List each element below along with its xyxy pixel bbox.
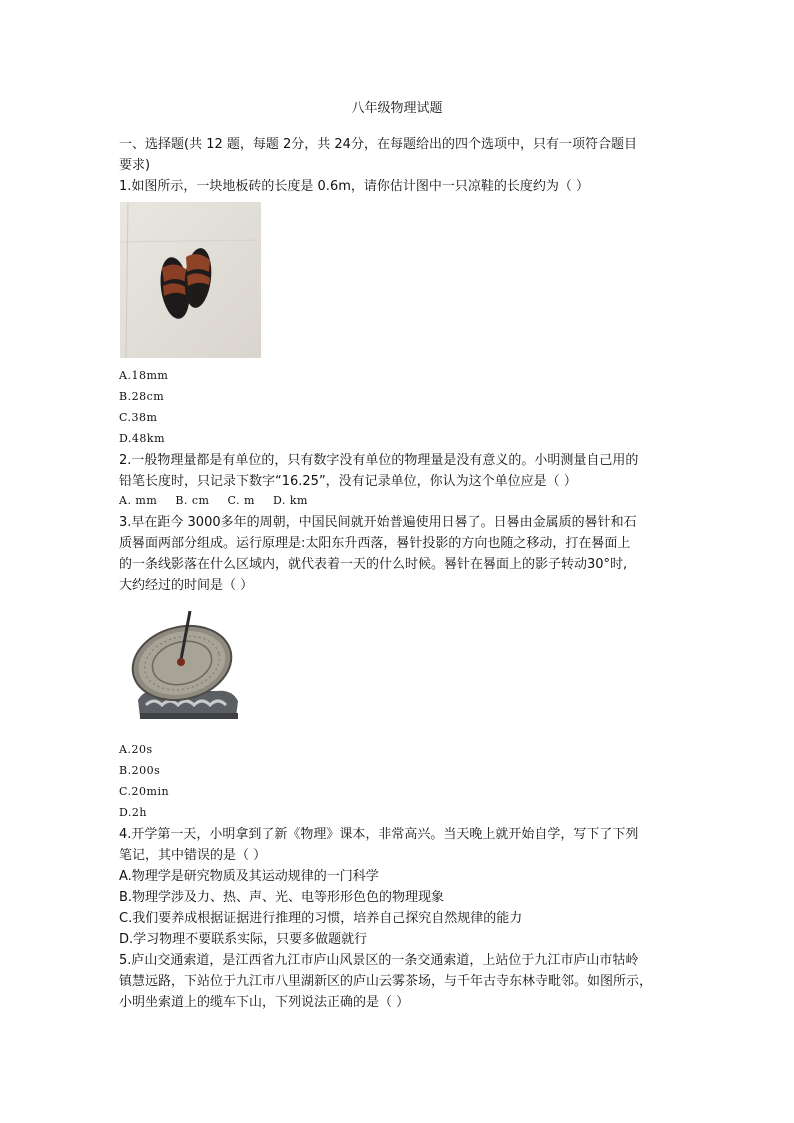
sundial-photo [124,605,244,727]
question-3-stem-line3: 的一条线影落在什么区域内，就代表着一天的什么时候。晷针在晷面上的影子转动30°时, [119,557,628,572]
question-3-option-b: B.200s [119,764,161,777]
question-1-option-a: A.18mm [119,369,169,382]
page-title: 八年级物理试题 [351,101,443,116]
question-4-option-a: A.物理学是研究物质及其运动规律的一门科学 [119,869,379,884]
question-5-stem-line1: 5.庐山交通索道，是江西省九江市庐山风景区的一条交通索道，上站位于九江市庐山市牯岭 [119,953,639,968]
question-1-option-c: C.38m [119,411,158,424]
question-1-option-b: B.28cm [119,390,165,403]
question-2-option-d: D. km [272,494,308,507]
question-3-option-d: D.2h [119,806,148,819]
question-2-stem-line1: 2.一般物理量都是有单位的，只有数字没有单位的物理量是没有意义的。小明测量自己用的 [119,453,639,468]
question-2-stem-line2: 铅笔长度时，只记录下数字“16.25”，没有记录单位，你认为这个单位应是（ ） [119,474,577,489]
question-1-option-d: D.48km [119,432,166,445]
question-2-option-a: A. mm [119,494,158,507]
question-5-stem-line3: 小明坐索道上的缆车下山，下列说法正确的是（ ） [119,995,410,1010]
question-5-stem-line2: 镇慧远路，下站位于九江市八里湖新区的庐山云雾茶场，与千年古寺东林寺毗邻。如图所示， [119,974,653,989]
section-instruction-line2: 要求) [119,158,151,173]
question-4-option-d: D.学习物理不要联系实际，只要多做题就行 [119,932,368,947]
question-4-option-c: C.我们要养成根据证据进行推理的习惯，培养自己探究自然规律的能力 [119,911,523,926]
question-2-options [119,494,322,507]
question-3-option-c: C.20min [119,785,170,798]
section-instruction-line1: 一、选择题(共 12 题，每题 2分，共 24分，在每题给出的四个选项中，只有一项符合题目 [119,137,637,152]
question-4-option-b: B.物理学涉及力、热、声、光、电等形形色色的物理现象 [119,890,445,905]
question-3-stem-line2: 质晷面两部分组成。运行原理是:太阳东升西落，晷针投影的方向也随之移动，打在晷面上 [119,536,631,551]
question-2-option-c: C. m [227,494,255,507]
sundial-image [124,605,244,727]
question-1-stem: 1.如图所示，一块地板砖的长度是 0.6m，请你估计图中一只凉鞋的长度约为（ ） [119,179,590,194]
question-3-stem-line1: 3.早在距今 3000多年的周朝，中国民间就开始普遍使用日晷了。日晷由金属质的晷针和石 [119,515,637,530]
question-3-stem-line4: 大约经过的时间是（ ） [119,578,254,593]
sandals-on-tile-image [120,202,261,358]
question-4-stem-line1: 4.开学第一天，小明拿到了新《物理》课本，非常高兴。当天晚上就开始自学，写下了下列 [119,827,639,842]
question-4-stem-line2: 笔记，其中错误的是（ ） [119,848,267,863]
question-3-option-a: A.20s [119,743,153,756]
question-2-option-b: B. cm [175,494,210,507]
sandals-photo [120,202,261,358]
